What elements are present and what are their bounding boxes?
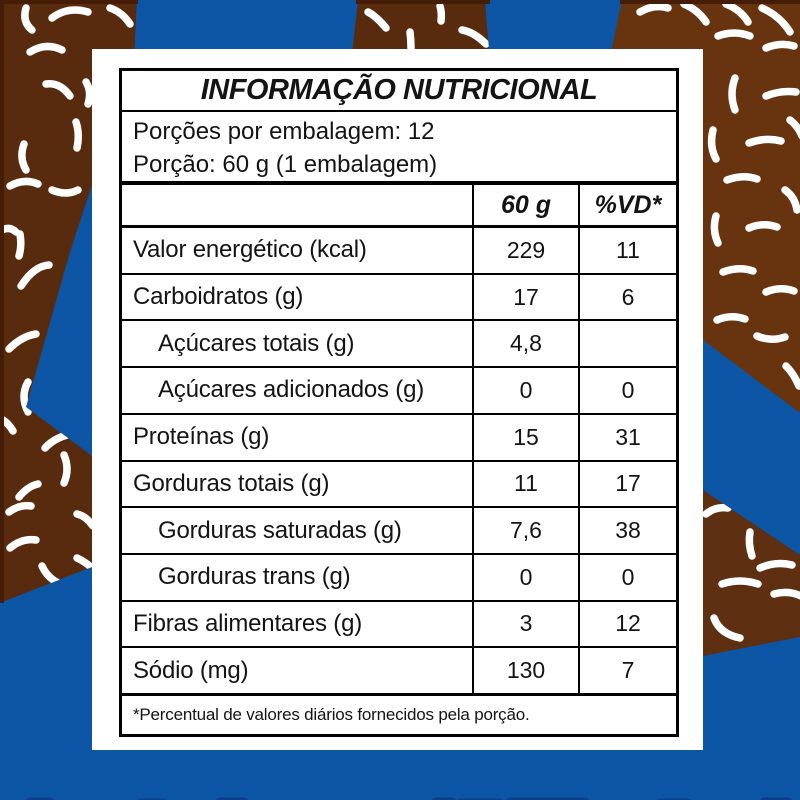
table-row [122, 648, 676, 693]
column-amount-header: 60 g [472, 185, 578, 225]
dv-value: 11 [578, 228, 676, 273]
amount-value: 4,8 [472, 321, 578, 366]
table-row [122, 415, 676, 462]
nutrient-label: Gorduras trans (g) [158, 563, 351, 591]
amount-value: 11 [472, 462, 578, 507]
nutrient-label: Valor energético (kcal) [133, 236, 367, 264]
dv-value: 38 [578, 508, 676, 553]
nutrient-label: Açúcares totais (g) [158, 329, 355, 357]
table-row [122, 368, 676, 415]
dv-value: 17 [578, 462, 676, 507]
dv-value: 0 [578, 555, 676, 600]
table-row [122, 275, 676, 322]
table-title: INFORMAÇÃO NUTRICIONAL [122, 71, 676, 112]
column-nutrient-header [122, 185, 472, 225]
amount-value: 130 [472, 648, 578, 693]
column-header-row [122, 185, 676, 228]
amount-value: 15 [472, 415, 578, 460]
table-row [122, 508, 676, 555]
serving-size: Porção: 60 g (1 embalagem) [133, 151, 438, 178]
amount-value: 17 [472, 275, 578, 320]
nutrient-label: Fibras alimentares (g) [133, 609, 363, 637]
servings-per-package: Porções por embalagem: 12 [133, 118, 435, 145]
nutrient-label: Proteínas (g) [133, 423, 270, 451]
nutrient-label: Carboidratos (g) [133, 283, 304, 311]
dv-value: 31 [578, 415, 676, 460]
nutrition-card [92, 49, 703, 750]
table-row [122, 321, 676, 368]
nutrient-label: Sódio (mg) [133, 656, 249, 684]
amount-value: 7,6 [472, 508, 578, 553]
dv-value: 12 [578, 602, 676, 647]
dv-value: 6 [578, 275, 676, 320]
table-row [122, 462, 676, 509]
nutrition-table [119, 68, 679, 737]
footnote: *Percentual de valores diários fornecidos pela porção. [122, 693, 676, 734]
serving-info [122, 112, 676, 185]
column-dv-header: %VD* [578, 185, 676, 225]
amount-value: 0 [472, 368, 578, 413]
table-row [122, 602, 676, 649]
amount-value: 229 [472, 228, 578, 273]
dv-value [578, 321, 676, 366]
amount-value: 0 [472, 555, 578, 600]
table-row [122, 228, 676, 275]
nutrient-label: Gorduras saturadas (g) [158, 516, 402, 544]
nutrient-label: Gorduras totais (g) [133, 469, 330, 497]
table-row [122, 555, 676, 602]
nutrient-rows [122, 228, 676, 693]
nutrient-label: Açúcares adicionados (g) [158, 376, 425, 404]
dv-value: 7 [578, 648, 676, 693]
dv-value: 0 [578, 368, 676, 413]
amount-value: 3 [472, 602, 578, 647]
